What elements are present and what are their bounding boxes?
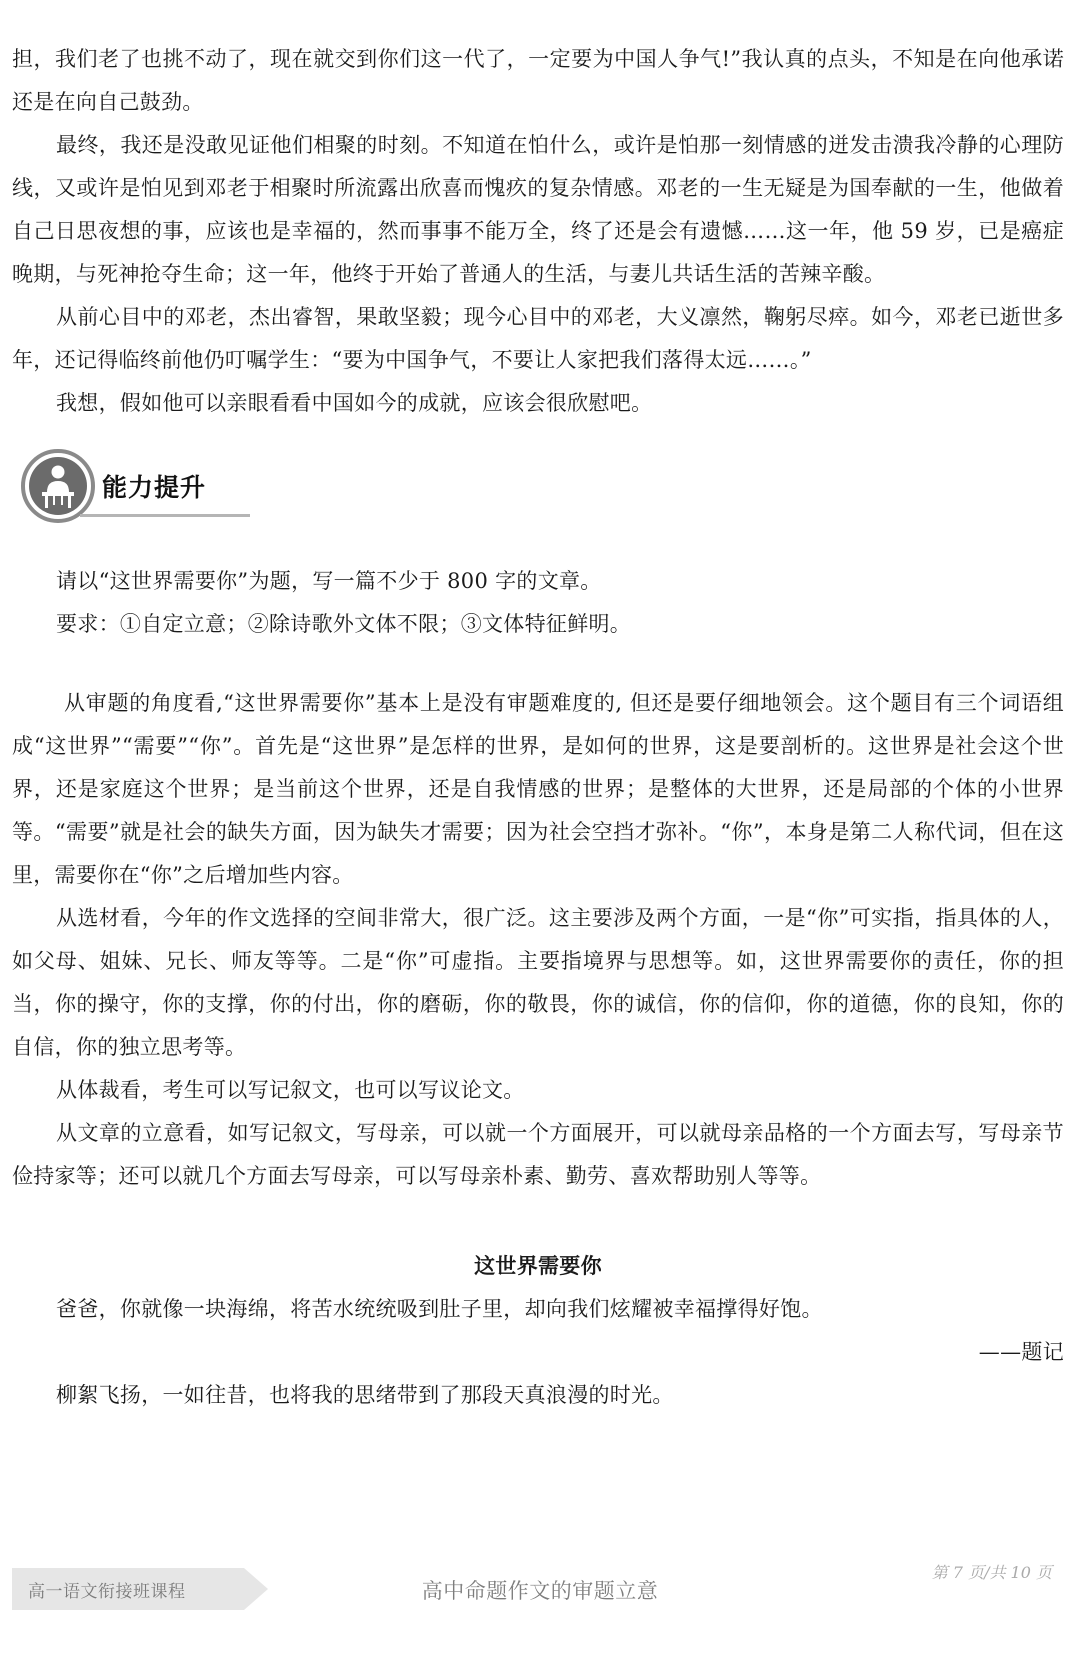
paragraph: 从审题的角度看,“这世界需要你”基本上是没有审题难度的, 但还是要仔细地领会。这个题目有三个词语组成“这世界”“需要”“你”。首先是“这世界”是怎样的世界，是如何的世界，这是要剖析的。这世界是社会这个世界，还是家庭这个世界；是当前这个世界，还是自我情感的世界；是整体的大世界，还是局部的个体的小世界等。“需要”就是社会的缺失方面，因为缺失才需要；因为社会空挡才弥补。“你”，本身是第二人称代词，但在这里，需要你在“你”之后增加些内容。 bbox=[12, 691, 1064, 887]
task-prompt: 请以“这世界需要你”为题，写一篇不少于 800 字的文章。 bbox=[56, 569, 602, 593]
person-at-desk-icon bbox=[20, 448, 96, 524]
paragraph: 最终，我还是没敢见证他们相聚的时刻。不知道在怕什么，或许是怕那一刻情感的迸发击溃我冷静的心理防线，又或许是怕见到邓老于相聚时所流露出欣喜而愧疚的复杂情感。邓老的一生无疑是为国奉献的一生，他做着自己日思夜想的事，应该也是幸福的，然而事事不能万全，终了还是会有遗憾……这一年，他 59 岁，已是癌症晚期，与死神抢夺生命；这一年，他终于开始了普通人的生活，与妻儿共话生活的苦辣辛酸。 bbox=[12, 133, 1064, 286]
essay-signature: ——题记 bbox=[978, 1340, 1064, 1364]
paragraph: 从选材看，今年的作文选择的空间非常大，很广泛。这主要涉及两个方面，一是“你”可实指，指具体的人，如父母、姐妹、兄长、师友等等。二是“你”可虚指。主要指境界与思想等。如，这世界需要你的责任，你的担当，你的操守，你的支撑，你的付出，你的磨砺，你的敬畏，你的诚信，你的信仰，你的道德，你的良知，你的自信，你的独立思考等。 bbox=[12, 906, 1064, 1059]
paragraph: 我想，假如他可以亲眼看看中国如今的成就，应该会很欣慰吧。 bbox=[56, 391, 653, 415]
essay-epigraph: 爸爸，你就像一块海绵，将苦水统统吸到肚子里，却向我们炫耀被幸福撑得好饱。 bbox=[56, 1297, 823, 1321]
section-title: 能力提升 bbox=[102, 473, 207, 502]
task-section bbox=[12, 560, 1064, 646]
section-header bbox=[20, 448, 260, 528]
task-requirements: 要求：①自定立意；②除诗歌外文体不限；③文体特征鲜明。 bbox=[56, 612, 632, 636]
footer-page-number: 第 7 页/共 10 页 bbox=[931, 1563, 1052, 1582]
top-text-section bbox=[12, 38, 1064, 425]
paragraph: 从文章的立意看，如写记叙文，写母亲，可以就一个方面展开，可以就母亲品格的一个方面去写，写母亲节俭持家等；还可以就几个方面去写母亲，可以写母亲朴素、勤劳、喜欢帮助别人等等。 bbox=[12, 1121, 1064, 1188]
paragraph: 从前心目中的邓老，杰出睿智，果敢坚毅；现今心目中的邓老，大义凛然，鞠躬尽瘁。如今，邓老已逝世多年，还记得临终前他仍叮嘱学生：“要为中国争气，不要让人家把我们落得太远……。” bbox=[12, 305, 1064, 372]
paragraph-continued: 担，我们老了也挑不动了，现在就交到你们这一代了，一定要为中国人争气!”我认真的点头，不知是在向他承诺还是在向自己鼓劲。 bbox=[12, 47, 1064, 114]
footer-course-label: 高一语文衔接班课程 bbox=[28, 1582, 186, 1602]
paragraph: 从体裁看，考生可以写记叙文，也可以写议论文。 bbox=[56, 1078, 525, 1102]
essay-first-line: 柳絮飞扬，一如往昔，也将我的思绪带到了那段天真浪漫的时光。 bbox=[56, 1383, 674, 1407]
analysis-section bbox=[12, 682, 1064, 1198]
essay-section bbox=[12, 1245, 1064, 1417]
header-underline bbox=[80, 514, 250, 517]
essay-title: 这世界需要你 bbox=[474, 1254, 602, 1278]
footer-title: 高中命题作文的审题立意 bbox=[421, 1579, 659, 1603]
